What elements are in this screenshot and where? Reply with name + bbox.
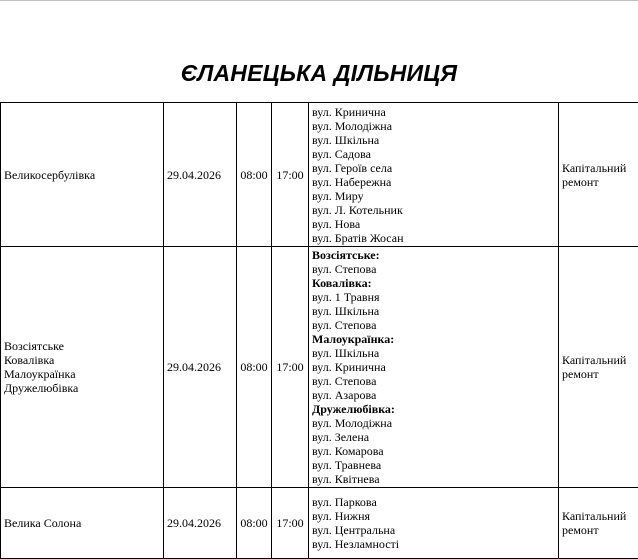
street-item: вул. Квітнева [312, 472, 380, 486]
streets-cell [309, 488, 559, 559]
start-time-cell: 08:00 [237, 488, 272, 559]
street-item: вул. Молодіжна [312, 416, 393, 430]
work-type-cell: Капітальний ремонт [559, 103, 638, 247]
street-item: вул. Азарова [312, 388, 377, 402]
street-item: вул. Миру [312, 188, 364, 203]
outage-schedule-table [0, 102, 638, 559]
end-time-cell: 17:00 [272, 247, 309, 488]
street-item: вул. Степова [312, 262, 377, 276]
date-cell: 29.04.2026 [164, 488, 237, 559]
date-cell: 29.04.2026 [164, 247, 237, 488]
work-type-cell: Капітальний ремонт [559, 247, 638, 488]
street-item: вул. Паркова [312, 495, 377, 509]
work-type-cell: Капітальний ремонт [559, 488, 638, 559]
village-group-heading: Возсіятське: [312, 248, 380, 262]
end-time-cell: 17:00 [272, 488, 309, 559]
streets-cell [309, 247, 559, 488]
village-name: Малоукраїнка [4, 367, 76, 381]
streets-cell [309, 103, 559, 247]
table-row [1, 103, 638, 247]
village-cell [1, 488, 164, 559]
street-item: вул. Степова [312, 318, 377, 332]
page-title: ЄЛАНЕЦЬКА ДІЛЬНИЦЯ [180, 60, 458, 86]
street-item: вул. Л. Котельник [312, 202, 403, 217]
start-time-cell: 08:00 [237, 247, 272, 488]
street-item: вул. Центральна [312, 523, 396, 537]
table-row [1, 247, 638, 488]
street-item: вул. Кринична [312, 360, 386, 374]
street-item: вул. Комарова [312, 444, 384, 458]
street-item: вул. Незламності [312, 537, 400, 551]
start-time-cell: 08:00 [237, 103, 272, 247]
street-item: вул. Шкільна [312, 132, 380, 147]
village-name: Ковалівка [4, 353, 55, 367]
street-item: вул. Степова [312, 374, 377, 388]
street-item: вул. Шкільна [312, 304, 380, 318]
street-item: вул. Набережна [312, 174, 392, 189]
street-item: вул. 1 Травня [312, 290, 380, 304]
village-cell [1, 247, 164, 488]
street-item: вул. Шкільна [312, 346, 380, 360]
street-item: вул. Травнева [312, 458, 382, 472]
street-item: вул. Кринична [312, 104, 386, 119]
street-item: вул. Нова [312, 216, 361, 231]
street-item: вул. Братів Жосан [312, 230, 404, 245]
street-item: вул. Зелена [312, 430, 370, 444]
village-name: Возсіятське [4, 339, 64, 353]
village-name: Великосербулівка [4, 167, 96, 182]
end-time-cell: 17:00 [272, 103, 309, 247]
street-item: вул. Молодіжна [312, 118, 393, 133]
village-cell [1, 103, 164, 247]
village-name: Велика Солона [4, 516, 82, 530]
top-divider [0, 0, 638, 1]
village-group-heading: Дружелюбівка: [312, 402, 395, 416]
table-row [1, 488, 638, 559]
street-item: вул. Героїв села [312, 160, 393, 175]
village-name: Дружелюбівка [4, 381, 79, 395]
village-group-heading: Ковалівка: [312, 276, 372, 290]
street-item: вул. Садова [312, 146, 371, 161]
date-cell: 29.04.2026 [164, 103, 237, 247]
village-group-heading: Малоукраїнка: [312, 332, 395, 346]
street-item: вул. Нижня [312, 509, 371, 523]
